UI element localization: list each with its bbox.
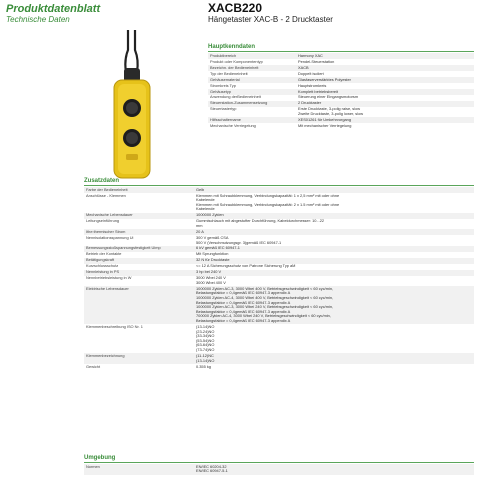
pendant-control-station-photo bbox=[104, 30, 160, 180]
spec-value-line: Erste Drucktaste, 3-polig raise, slow bbox=[298, 106, 361, 112]
spec-value-line: 2 Drucktaster bbox=[298, 100, 322, 106]
spec-value-line: 1000000 Zyklen AC-3, 3000 Wbei 240 V, Betriebsgeschwindigkeit < 60 cyc/min, bbox=[196, 304, 334, 310]
product-header bbox=[208, 2, 333, 25]
zusatzdaten-divider bbox=[84, 185, 474, 186]
spec-value-line: (23-24)NO bbox=[196, 328, 215, 334]
product-description: Hängetaster XAC-B - 2 Drucktaster bbox=[208, 15, 333, 24]
spec-value-line: Kabelende bbox=[196, 197, 215, 203]
spec-label: Elektrische Lebensdauer bbox=[84, 286, 194, 324]
spec-value-line: Harmony XAC bbox=[298, 52, 323, 58]
spec-value bbox=[194, 353, 474, 364]
spec-value-line: (63-64)NO bbox=[196, 342, 215, 348]
spec-value bbox=[194, 464, 474, 475]
spec-label: Steuertastertyp bbox=[208, 107, 296, 118]
spec-label: Hilfsschaltername bbox=[208, 117, 296, 123]
spec-row bbox=[84, 364, 474, 370]
hauptkenndaten-divider bbox=[208, 51, 474, 52]
spec-value-line: Pendel-Steuerstation bbox=[298, 58, 335, 64]
spec-row bbox=[84, 219, 474, 230]
zusatzdaten-rows bbox=[84, 187, 474, 370]
umgebung-table bbox=[84, 464, 474, 475]
spec-value-line: 6 kV gemäß IEC 60947-1 bbox=[196, 245, 240, 251]
spec-value-line: 32 N für Drucktaste bbox=[196, 257, 230, 263]
spec-value-line: EN/IEC 60204-32 bbox=[196, 463, 227, 469]
spec-value-line: 1000000 Zyklen AC-3, 3000 Wbei 400 V, Betriebsgeschwindigkeit < 60 cyc/min, bbox=[196, 285, 334, 291]
spec-value-line: 0.355 kg bbox=[196, 363, 211, 369]
spec-label: Betätigungskraft bbox=[84, 258, 194, 264]
spec-label: Leitungseinführung bbox=[84, 219, 194, 230]
spec-row bbox=[84, 276, 474, 287]
spec-value bbox=[194, 219, 474, 230]
spec-value-line: 700000 Zyklen AC-4, 3000 Wbei 240 V, Betriebsgeschwindigkeit < 60 cyc/min, bbox=[196, 313, 331, 319]
hauptkenndaten-title: Hauptkenndaten bbox=[208, 44, 256, 50]
spec-value-line: 300 V gemäß CSA bbox=[196, 234, 229, 240]
spec-value-line: (13-14)NO bbox=[196, 324, 215, 329]
spec-value bbox=[296, 123, 474, 129]
spec-label: Bezeichn. der Bedieneinheit bbox=[208, 65, 296, 71]
spec-label: Stromkreis Typ bbox=[208, 83, 296, 89]
spec-label: Betrieb der Kontakte bbox=[84, 252, 194, 258]
spec-value-line: 1000000 Zyklen AC-4, 3000 Wbei 400 V, Betriebsgeschwindigkeit < 60 cyc/min, bbox=[196, 295, 334, 301]
spec-value-line: mm bbox=[196, 222, 203, 228]
spec-label: Ithe:thermischer Strom bbox=[84, 229, 194, 235]
spec-label: Klemmenbeschreibung ISO Nr. 1 bbox=[84, 324, 194, 353]
spec-value-line: Belastungsfaktor = 0,4gemäß IEC 60947-3 appendix A bbox=[196, 299, 291, 305]
spec-value bbox=[296, 107, 474, 118]
spec-value-line: XACB bbox=[298, 64, 309, 70]
spec-value-line: Klemmen mit Schraubklemmung, Verbindungskapazität: 2 x 1.5 mm² mit oder ohne bbox=[196, 201, 340, 207]
spec-value-line: Komplett betriebsbereit bbox=[298, 88, 339, 94]
product-code: XACB220 bbox=[208, 1, 263, 15]
spec-value-line: Doppelt isoliert bbox=[298, 70, 324, 76]
document-subtitle: Technische Daten bbox=[6, 15, 70, 24]
spec-value bbox=[194, 364, 474, 370]
spec-value-line: Gelb bbox=[196, 186, 205, 192]
spec-row bbox=[84, 235, 474, 246]
spec-row bbox=[84, 464, 474, 475]
brand-header bbox=[6, 3, 100, 25]
spec-label: Mechanische Verriegelung bbox=[208, 123, 296, 129]
spec-label: Kurzschlussschutz bbox=[84, 264, 194, 270]
spec-value-line: 3 hp bei 240 V bbox=[196, 269, 222, 275]
zusatzdaten-table bbox=[84, 187, 474, 370]
spec-label: Nennisolationsspannung Ui bbox=[84, 235, 194, 246]
spec-label: Klemmenbezeichnung bbox=[84, 353, 194, 364]
spec-value-line: Belastungsfaktor = 0,4gemäß IEC 60947-3 appendix A bbox=[196, 318, 291, 324]
spec-value-line: 1000000 Zyklen bbox=[196, 212, 224, 218]
spec-value-line: Zweite Drucktaste, 3-polig lower, slow bbox=[298, 111, 364, 116]
spec-label: Gewicht bbox=[84, 364, 194, 370]
spec-row bbox=[208, 123, 474, 129]
spec-value-line: Steuerung einer Eingangsmotorsm bbox=[298, 94, 359, 100]
spec-label: Nennbetriebsleistung in W bbox=[84, 276, 194, 287]
spec-value bbox=[194, 235, 474, 246]
spec-value bbox=[194, 193, 474, 213]
spec-value-line: Glasfaserverstärktes Polyester bbox=[298, 76, 351, 82]
spec-row bbox=[208, 107, 474, 118]
spec-value-line: 20 A bbox=[196, 228, 204, 234]
spec-label: Bemessungsstoßspannungsfestigkeit Uimp bbox=[84, 246, 194, 252]
spec-label: Gehäusetyp bbox=[208, 89, 296, 95]
spec-value-line: Gummischlauch mit abgestufter Durchführung, Kabeldurchmesser: 10...22 bbox=[196, 218, 325, 224]
spec-value bbox=[194, 324, 474, 353]
spec-label: Nennleistung in PS bbox=[84, 270, 194, 276]
zusatzdaten-title: Zusatzdaten bbox=[84, 178, 120, 184]
spec-label: Farbe der Bedieneinheit bbox=[84, 187, 194, 193]
spec-label: Anwendung derBedieneinheit bbox=[208, 95, 296, 101]
document-title: Produktdatenblatt bbox=[6, 3, 101, 15]
spec-value-line: Mit mechanischer Verriegelung bbox=[298, 122, 352, 128]
spec-value-line: Belastungsfaktor = 0,4gemäß IEC 60947-3 appendix A bbox=[196, 290, 291, 296]
spec-value-line: EN/IEC 60947-5-1 bbox=[196, 468, 228, 474]
spec-value-line: 3000 Wbei 240 V bbox=[196, 275, 226, 281]
spec-label: Produkt oder Komponententyp bbox=[208, 59, 296, 65]
spec-row bbox=[84, 353, 474, 364]
umgebung-divider bbox=[84, 462, 474, 463]
spec-row bbox=[84, 286, 474, 324]
spec-value-line: <= 12 A Sicherungsschutz von Patrone Sicherung Typ aM bbox=[196, 263, 296, 269]
spec-label: Produktbereich bbox=[208, 53, 296, 59]
spec-value-line: (13-14)NO bbox=[196, 357, 215, 363]
spec-label: Steuerstation-Zusammensetzung bbox=[208, 101, 296, 107]
spec-value bbox=[194, 276, 474, 287]
spec-value-line: (73-74)NO bbox=[196, 346, 215, 352]
spec-label: Anschlüsse - Klemmen bbox=[84, 193, 194, 213]
spec-label: Gehäusematerial bbox=[208, 77, 296, 83]
spec-value-line: 3000 Wbei 400 V bbox=[196, 279, 226, 285]
spec-label: Mechanische Lebensdauer bbox=[84, 213, 194, 219]
umgebung-title: Umgebung bbox=[84, 455, 116, 461]
hauptkenndaten-table bbox=[208, 53, 474, 129]
spec-value-line: (53-54)NO bbox=[196, 337, 215, 343]
spec-value-line: (33-34)NO bbox=[196, 333, 215, 339]
spec-value-line: Kabelende bbox=[196, 206, 215, 212]
umgebung-rows bbox=[84, 464, 474, 475]
spec-value-line: Belastungsfaktor = 0,4gemäß IEC 60947-3 appendix A bbox=[196, 308, 291, 314]
spec-label: Typ der Bedieneinheit bbox=[208, 71, 296, 77]
spec-value-line: XES01261 für Umkehrvorgang bbox=[298, 116, 351, 122]
spec-value-line: Klemmen mit Schraubklemmung, Verbindungskapazität: 1 x 2,5 mm² mit oder ohne bbox=[196, 192, 340, 198]
hauptkenndaten-rows bbox=[208, 53, 474, 129]
spec-value-line: Hauptstromkreis bbox=[298, 82, 327, 88]
spec-value bbox=[194, 286, 474, 324]
spec-value-line: 500 V (Verschmutzungsgr. 3)gemäß IEC 60947-1 bbox=[196, 239, 282, 245]
spec-row bbox=[84, 324, 474, 353]
spec-row bbox=[84, 193, 474, 213]
spec-value-line: (11-12)NC bbox=[196, 352, 214, 358]
spec-value-line: Mit Sprungfunktion bbox=[196, 251, 229, 257]
spec-label: Normen bbox=[84, 464, 194, 475]
